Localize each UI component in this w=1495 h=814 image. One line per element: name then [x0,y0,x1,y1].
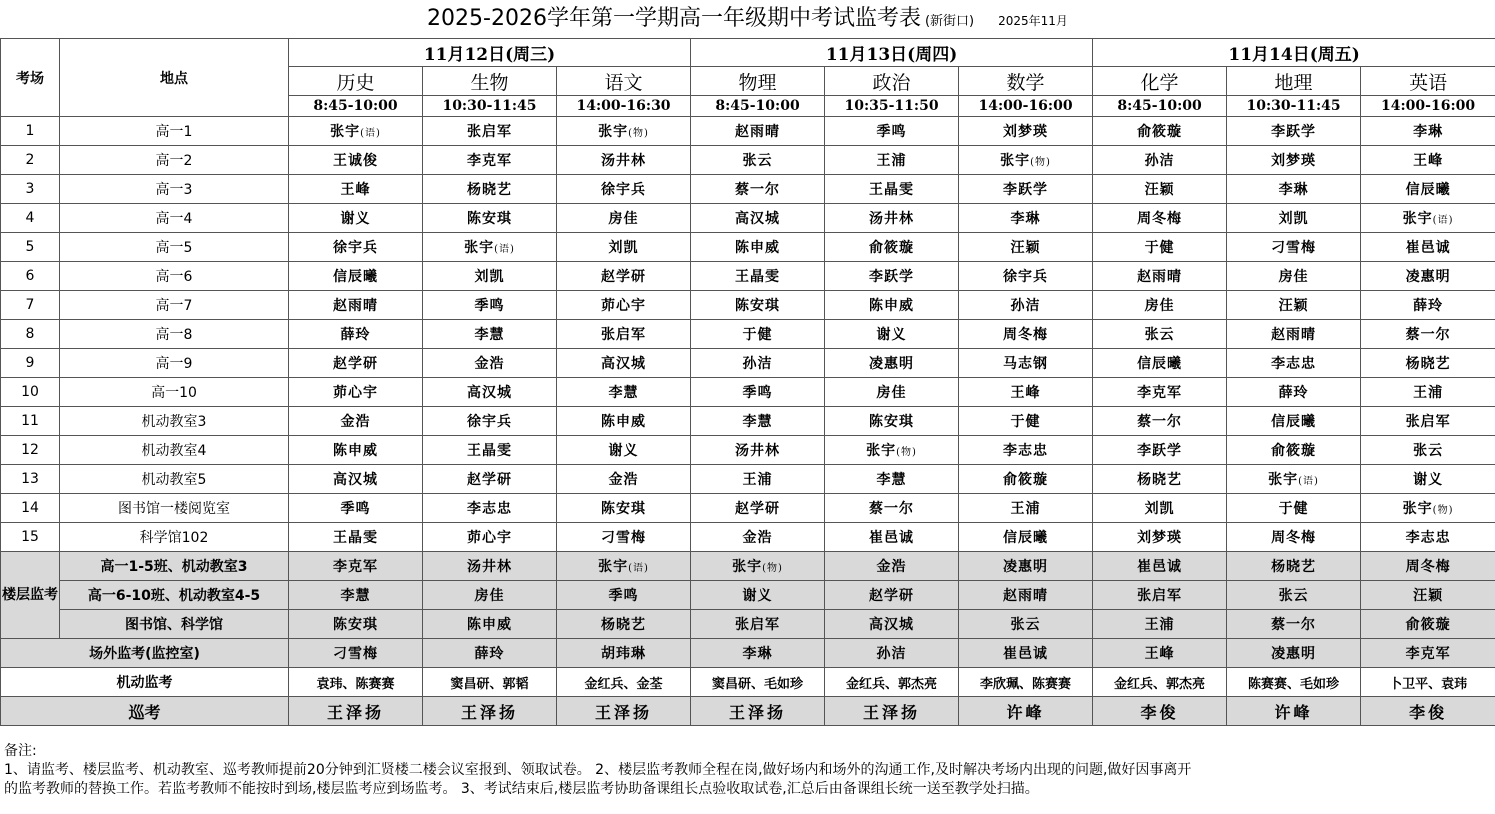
proctor-name: 李跃学 [1093,436,1227,465]
inspection-row [1,697,1495,726]
proctor-name: 崔邑诚 [1093,552,1227,581]
proctor-name: 谢义 [289,204,423,233]
table-row [1,117,1495,146]
floor-location: 高一6-10班、机动教室4-5 [60,581,289,610]
proctor-name: 刘凯 [423,262,557,291]
proctor-name: 赵学研 [691,494,825,523]
table-row [1,378,1495,407]
room-number: 11 [1,407,60,436]
subject-time: 10:30-11:45 [1227,96,1361,117]
room-header: 考场 [1,39,60,117]
room-location: 高一6 [60,262,289,291]
proctor-name: 薛玲 [423,639,557,668]
proctor-name: 李慧 [691,407,825,436]
proctor-name: 马志钢 [959,349,1093,378]
proctor-name: 金浩 [557,465,691,494]
proctor-name: 杨晓艺 [1093,465,1227,494]
room-location: 高一8 [60,320,289,349]
floor-proctor-row [1,610,1495,639]
proctor-name: 张启军 [1093,581,1227,610]
proctor-name: 信辰曦 [289,262,423,291]
table-row [1,175,1495,204]
proctor-name: 张启军 [1361,407,1495,436]
room-number: 6 [1,262,60,291]
proctor-name: 王浦 [825,146,959,175]
proctor-name: 信辰曦 [1227,407,1361,436]
proctor-name: 李志忠 [1361,523,1495,552]
proctor-name: 杨晓艺 [1361,349,1495,378]
location-header: 地点 [60,39,289,117]
proctor-name: 周冬梅 [959,320,1093,349]
proctor-name: 王晶雯 [423,436,557,465]
proctor-name: 俞筱璇 [959,465,1093,494]
room-location: 高一1 [60,117,289,146]
proctor-name: 李克军 [1093,378,1227,407]
proctor-name: 张宇(物) [959,146,1093,175]
proctor-name: 孙洁 [959,291,1093,320]
proctor-name: 汤井林 [423,552,557,581]
proctor-name: 刘梦瑛 [1227,146,1361,175]
proctor-name: 许峰 [959,697,1093,726]
table-row [1,233,1495,262]
proctor-name: 李慧 [557,378,691,407]
proctor-name: 刘梦瑛 [959,117,1093,146]
proctor-name: 袁玮、陈赛赛 [289,668,423,697]
proctor-name: 金浩 [423,349,557,378]
proctor-name: 王浦 [691,465,825,494]
proctor-name: 俞筱璇 [1093,117,1227,146]
room-number: 4 [1,204,60,233]
proctor-name: 张云 [1093,320,1227,349]
proctor-name: 房佳 [423,581,557,610]
proctor-name: 张宇(语) [423,233,557,262]
proctor-name: 信辰曦 [1093,349,1227,378]
proctor-name: 李琳 [959,204,1093,233]
subject-name: 数学 [959,67,1093,96]
proctor-name: 王泽扬 [691,697,825,726]
proctor-name: 高汉城 [557,349,691,378]
subject-name: 政治 [825,67,959,96]
room-location: 高一10 [60,378,289,407]
room-location: 高一2 [60,146,289,175]
floor-location: 高一1-5班、机动教室3 [60,552,289,581]
proctor-name: 王峰 [959,378,1093,407]
proctor-name: 蔡一尔 [1093,407,1227,436]
room-number: 14 [1,494,60,523]
proctor-name: 季鸣 [825,117,959,146]
proctor-name: 孙洁 [1093,146,1227,175]
proctor-name: 汪颖 [959,233,1093,262]
room-number: 2 [1,146,60,175]
proctor-name: 凌惠明 [1361,262,1495,291]
proctor-name: 王峰 [1361,146,1495,175]
page-title: 2025-2026学年第一学期高一年级期中考试监考表 [427,6,921,31]
proctor-name: 茆心宇 [289,378,423,407]
proctor-name: 汪颖 [1093,175,1227,204]
floor-location: 图书馆、科学馆 [60,610,289,639]
room-location: 高一4 [60,204,289,233]
proctor-name: 蔡一尔 [1227,610,1361,639]
floor-proctor-row [1,552,1495,581]
proctor-name: 金浩 [289,407,423,436]
proctor-name: 杨晓艺 [557,610,691,639]
proctor-name: 张宇(物) [825,436,959,465]
proctor-name: 刁雪梅 [1227,233,1361,262]
proctor-name: 周冬梅 [1361,552,1495,581]
proctor-name: 张宇(物) [691,552,825,581]
proctor-name: 李克军 [423,146,557,175]
notes [4,742,1492,799]
proctor-name: 崔邑诚 [1361,233,1495,262]
proctor-name: 李慧 [825,465,959,494]
proctor-name: 汪颖 [1361,581,1495,610]
proctor-name: 崔邑诚 [825,523,959,552]
proctor-name: 房佳 [1227,262,1361,291]
proctor-name: 李琳 [1227,175,1361,204]
proctor-name: 张宇(物) [557,117,691,146]
proctor-name: 季鸣 [691,378,825,407]
table-row [1,494,1495,523]
proctor-name: 李琳 [691,639,825,668]
subject-time: 10:30-11:45 [423,96,557,117]
room-number: 7 [1,291,60,320]
notes-line: 的监考教师的替换工作。若监考教师不能按时到场,楼层监考应到场监考。 3、考试结束后,楼层监考协助备课组长点验收取试卷,汇总后由备课组长统一送至教学处扫描。 [4,781,1039,797]
table-row [1,146,1495,175]
proctor-name: 金红兵、郭杰亮 [1093,668,1227,697]
proctor-name: 高汉城 [423,378,557,407]
proctor-name: 陈安琪 [691,291,825,320]
proctor-name: 张宇(物) [1361,494,1495,523]
proctor-name: 赵雨晴 [1093,262,1227,291]
proctor-name: 陈申威 [691,233,825,262]
subject-time: 8:45-10:00 [691,96,825,117]
proctor-name: 陈申威 [289,436,423,465]
room-location: 高一5 [60,233,289,262]
proctor-name: 茆心宇 [557,291,691,320]
proctor-name: 李慧 [289,581,423,610]
proctor-name: 王晶雯 [289,523,423,552]
proctor-name: 赵学研 [557,262,691,291]
proctor-name: 季鸣 [289,494,423,523]
proctor-name: 卜卫平、袁玮 [1361,668,1495,697]
proctor-name: 赵学研 [825,581,959,610]
room-number: 13 [1,465,60,494]
subject-name: 物理 [691,67,825,96]
room-location: 图书馆一楼阅览室 [60,494,289,523]
proctor-name: 汤井林 [557,146,691,175]
notes-title: 备注: [4,743,37,759]
proctor-name: 周冬梅 [1093,204,1227,233]
proctor-name: 凌惠明 [959,552,1093,581]
table-row [1,523,1495,552]
proctor-name: 陈安琪 [423,204,557,233]
proctor-name: 徐宇兵 [423,407,557,436]
proctor-name: 窦昌研、郭韬 [423,668,557,697]
proctor-name: 陈安琪 [825,407,959,436]
proctor-name: 信辰曦 [1361,175,1495,204]
floor-proctor-row [1,581,1495,610]
proctor-name: 谢义 [1361,465,1495,494]
campus-label: (新街口) [924,14,975,29]
room-number: 3 [1,175,60,204]
proctor-name: 杨晓艺 [1227,552,1361,581]
proctor-name: 张云 [691,146,825,175]
proctor-name: 俞筱璇 [1361,610,1495,639]
proctor-name: 季鸣 [423,291,557,320]
mobile-proctor-row [1,668,1495,697]
proctor-name: 于健 [1093,233,1227,262]
subject-name: 地理 [1227,67,1361,96]
subject-name: 英语 [1361,67,1495,96]
proctor-name: 刘梦瑛 [1093,523,1227,552]
notes-line: 1、请监考、楼层监考、机动教室、巡考教师提前20分钟到汇贤楼二楼会议室报到、领取试卷。 2、楼层监考教师全程在岗,做好场内和场外的沟通工作,及时解决考场内出现的问题,做好因事离开 [4,762,1192,778]
proctor-name: 汪颖 [1227,291,1361,320]
proctor-name: 俞筱璇 [825,233,959,262]
day-header: 11月14日(周五) [1093,39,1495,67]
proctor-name: 王晶雯 [825,175,959,204]
table-row [1,436,1495,465]
proctor-name: 孙洁 [691,349,825,378]
room-number: 5 [1,233,60,262]
proctor-name: 张宇(语) [1361,204,1495,233]
table-row [1,204,1495,233]
subject-name: 化学 [1093,67,1227,96]
room-location: 机动教室5 [60,465,289,494]
floor-proctor-label: 楼层监考 [1,552,60,639]
proctor-name: 王晶雯 [691,262,825,291]
proctor-name: 刘凯 [557,233,691,262]
proctor-name: 王峰 [289,175,423,204]
proctor-name: 张启军 [691,610,825,639]
proctor-name: 李志忠 [1227,349,1361,378]
proctor-name: 徐宇兵 [959,262,1093,291]
proctor-name: 张云 [959,610,1093,639]
room-location: 高一9 [60,349,289,378]
proctor-name: 陈赛赛、毛如珍 [1227,668,1361,697]
proctor-name: 陈申威 [423,610,557,639]
room-number: 15 [1,523,60,552]
proctor-name: 薛玲 [1361,291,1495,320]
proctor-name: 薛玲 [289,320,423,349]
proctor-name: 房佳 [1093,291,1227,320]
outside-proctor-label: 场外监考(监控室) [1,639,289,668]
proctor-name: 周冬梅 [1227,523,1361,552]
table-row [1,262,1495,291]
proctor-name: 张云 [1361,436,1495,465]
proctor-name: 于健 [959,407,1093,436]
proctor-name: 赵雨晴 [289,291,423,320]
proctor-name: 金浩 [691,523,825,552]
proctor-name: 李跃学 [959,175,1093,204]
proctor-name: 高汉城 [825,610,959,639]
outside-proctor-row [1,639,1495,668]
proctor-name: 李跃学 [825,262,959,291]
proctor-name: 茆心宇 [423,523,557,552]
proctor-name: 刁雪梅 [289,639,423,668]
room-location: 机动教室3 [60,407,289,436]
proctor-name: 凌惠明 [1227,639,1361,668]
proctor-name: 徐宇兵 [557,175,691,204]
room-location: 高一7 [60,291,289,320]
inspection-label: 巡考 [1,697,289,726]
room-location: 机动教室4 [60,436,289,465]
proctor-name: 张宇(语) [289,117,423,146]
table-row [1,407,1495,436]
room-number: 10 [1,378,60,407]
title-bar [0,0,1495,38]
table-row [1,349,1495,378]
subject-time: 10:35-11:50 [825,96,959,117]
proctor-name: 赵雨晴 [1227,320,1361,349]
proctor-name: 王浦 [1093,610,1227,639]
proctor-name: 王浦 [959,494,1093,523]
proctor-name: 汤井林 [825,204,959,233]
proctor-name: 李克军 [289,552,423,581]
day-header: 11月12日(周三) [289,39,691,67]
proctor-table [0,38,1495,726]
proctor-name: 房佳 [825,378,959,407]
room-number: 9 [1,349,60,378]
proctor-name: 张宇(语) [1227,465,1361,494]
proctor-name: 许峰 [1227,697,1361,726]
proctor-name: 赵雨晴 [959,581,1093,610]
proctor-name: 李俊 [1093,697,1227,726]
proctor-name: 陈申威 [557,407,691,436]
proctor-name: 俞筱璇 [1227,436,1361,465]
subject-name: 生物 [423,67,557,96]
proctor-name: 王泽扬 [289,697,423,726]
subject-time: 14:00-16:00 [959,96,1093,117]
proctor-name: 赵雨晴 [691,117,825,146]
proctor-name: 王泽扬 [825,697,959,726]
proctor-name: 张启军 [423,117,557,146]
proctor-name: 谢义 [691,581,825,610]
proctor-name: 陈申威 [825,291,959,320]
proctor-name: 赵学研 [289,349,423,378]
subject-time: 14:00-16:30 [557,96,691,117]
proctor-name: 金红兵、郭杰亮 [825,668,959,697]
proctor-name: 汤井林 [691,436,825,465]
date-header-row [1,39,1495,67]
proctor-name: 杨晓艺 [423,175,557,204]
proctor-name: 李志忠 [423,494,557,523]
room-location: 高一3 [60,175,289,204]
proctor-name: 李志忠 [959,436,1093,465]
proctor-name: 刘凯 [1093,494,1227,523]
room-location: 科学馆102 [60,523,289,552]
proctor-name: 张宇(语) [557,552,691,581]
table-row [1,320,1495,349]
proctor-name: 凌惠明 [825,349,959,378]
subject-name: 语文 [557,67,691,96]
subject-name: 历史 [289,67,423,96]
proctor-name: 孙洁 [825,639,959,668]
proctor-name: 谢义 [557,436,691,465]
proctor-name: 李欣珮、陈赛赛 [959,668,1093,697]
proctor-name: 高汉城 [289,465,423,494]
proctor-name: 于健 [691,320,825,349]
proctor-name: 谢义 [825,320,959,349]
proctor-name: 金红兵、金荃 [557,668,691,697]
proctor-name: 于健 [1227,494,1361,523]
proctor-name: 陈安琪 [289,610,423,639]
proctor-name: 赵学研 [423,465,557,494]
proctor-name: 李俊 [1361,697,1495,726]
proctor-name: 刁雪梅 [557,523,691,552]
proctor-name: 蔡一尔 [825,494,959,523]
proctor-name: 蔡一尔 [691,175,825,204]
proctor-name: 王泽扬 [423,697,557,726]
proctor-name: 薛玲 [1227,378,1361,407]
proctor-name: 张启军 [557,320,691,349]
proctor-name: 房佳 [557,204,691,233]
proctor-name: 蔡一尔 [1361,320,1495,349]
proctor-name: 金浩 [825,552,959,581]
proctor-name: 窦昌研、毛如珍 [691,668,825,697]
proctor-name: 李跃学 [1227,117,1361,146]
proctor-name: 李克军 [1361,639,1495,668]
proctor-name: 崔邑诚 [959,639,1093,668]
proctor-name: 王泽扬 [557,697,691,726]
proctor-name: 王浦 [1361,378,1495,407]
subject-time: 8:45-10:00 [1093,96,1227,117]
proctor-name: 李琳 [1361,117,1495,146]
proctor-name: 信辰曦 [959,523,1093,552]
proctor-name: 高汉城 [691,204,825,233]
proctor-name: 李慧 [423,320,557,349]
proctor-name: 张云 [1227,581,1361,610]
date-label: 2025年11月 [998,14,1068,28]
table-row [1,291,1495,320]
proctor-name: 刘凯 [1227,204,1361,233]
subject-time: 8:45-10:00 [289,96,423,117]
proctor-name: 徐宇兵 [289,233,423,262]
room-number: 1 [1,117,60,146]
mobile-proctor-label: 机动监考 [1,668,289,697]
proctor-name: 季鸣 [557,581,691,610]
proctor-name: 陈安琪 [557,494,691,523]
proctor-name: 胡玮琳 [557,639,691,668]
room-number: 8 [1,320,60,349]
room-number: 12 [1,436,60,465]
table-row [1,465,1495,494]
proctor-name: 王诚俊 [289,146,423,175]
day-header: 11月13日(周四) [691,39,1093,67]
subject-time: 14:00-16:00 [1361,96,1495,117]
proctor-name: 王峰 [1093,639,1227,668]
